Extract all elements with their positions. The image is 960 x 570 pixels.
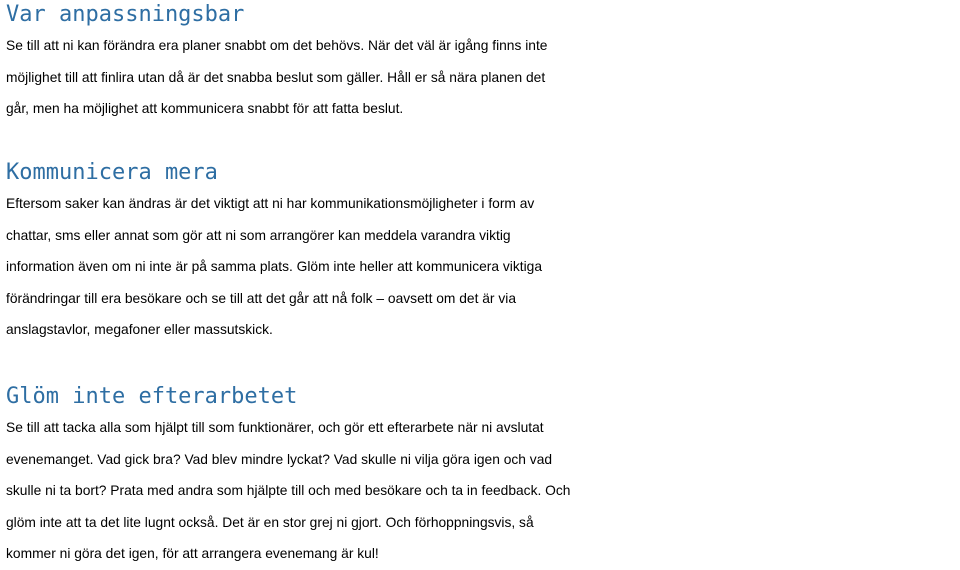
paragraph-line: kommer ni göra det igen, för att arrangera evenemang är kul! <box>6 546 379 561</box>
section-glom-inte-efterarbetet <box>6 382 958 570</box>
section-paragraph <box>6 412 958 570</box>
paragraph-line: skulle ni ta bort? Prata med andra som hjälpte till och med besökare och ta in feedback. Och <box>6 483 571 498</box>
paragraph-line: information även om ni inte är på samma plats. Glöm inte heller att kommunicera viktiga <box>6 259 543 274</box>
paragraph-line: möjlighet till att finlira utan då är det snabba beslut som gäller. Håll er så nära planen det <box>6 69 546 85</box>
paragraph-line: Se till att tacka alla som hjälpt till som funktionärer, och gör ett efterarbete när ni avslutat <box>6 420 544 435</box>
paragraph-line: går, men ha möjlighet att kommunicera snabbt för att fatta beslut. <box>6 101 404 116</box>
section-kommunicera-mera <box>6 158 958 346</box>
paragraph-line: Eftersom saker kan ändras är det viktigt att ni har kommunikationsmöjligheter i form av <box>6 196 535 211</box>
section-heading: Glöm inte efterarbetet <box>6 384 298 409</box>
paragraph-line: Se till att ni kan förändra era planer snabbt om det behövs. När det väl är igång finns inte <box>6 38 548 53</box>
section-heading: Kommunicera mera <box>6 160 218 185</box>
section-heading: Var anpassningsbar <box>6 2 245 27</box>
paragraph-line: chattar, sms eller annat som gör att ni som arrangörer kan meddela varandra viktig <box>6 227 511 243</box>
section-paragraph <box>6 188 958 346</box>
paragraph-line: anslagstavlor, megafoner eller massutskick. <box>6 322 273 337</box>
section-var-anpassningsbar <box>6 0 958 125</box>
paragraph-line: förändringar till era besökare och se till att det går att nå folk – oavsett om det är via <box>6 290 516 306</box>
paragraph-line: evenemanget. Vad gick bra? Vad blev mindre lyckat? Vad skulle ni vilja göra igen och vad <box>6 451 553 467</box>
section-paragraph <box>6 30 958 125</box>
paragraph-line: glöm inte att ta det lite lugnt också. Det är en stor grej ni gjort. Och förhoppningsvis, så <box>6 514 534 530</box>
